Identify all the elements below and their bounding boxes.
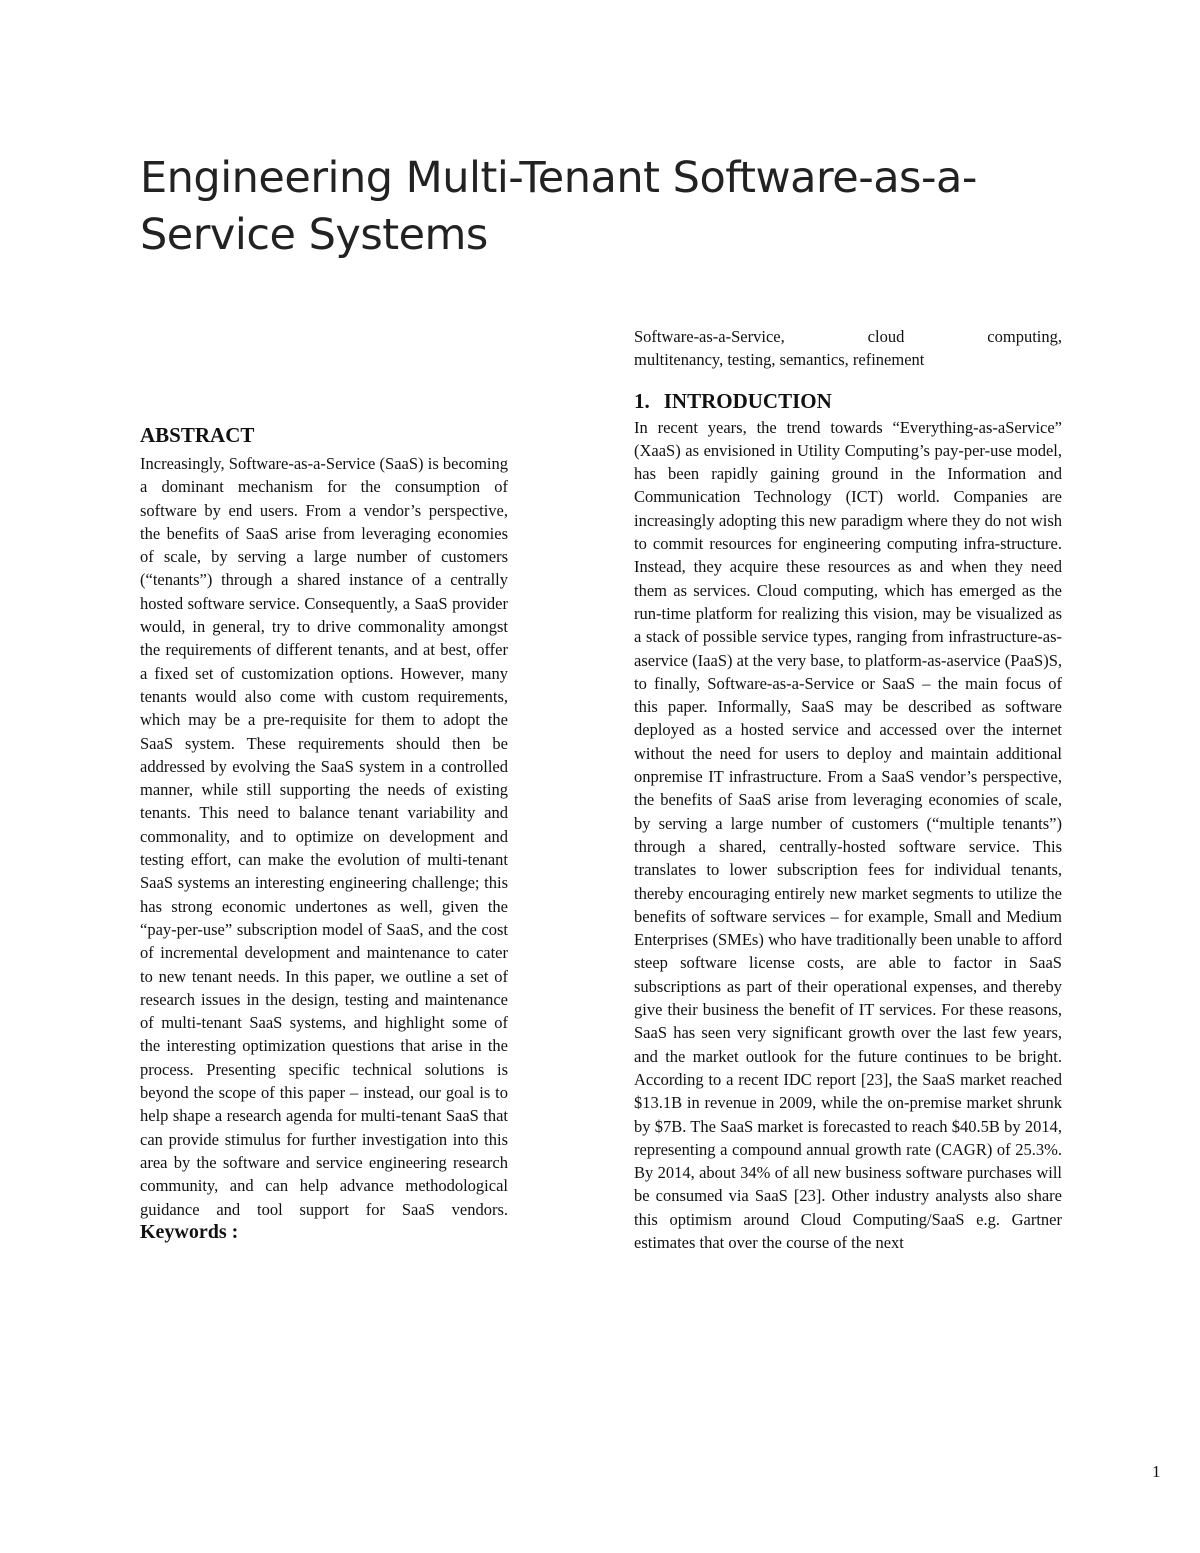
- abstract-heading: ABSTRACT: [140, 423, 255, 447]
- introduction-body: In recent years, the trend towards “Everything-as-aService” (XaaS) as envisioned in Utility Computing’s pay-per-use model, has been rapidly gaining ground in the Information and Communication Technology (ICT) world. Companies are increasingly adopting this new paradigm where they do not wish to commit resources for engineering computing infra-structure. Instead, they acquire these resources as and when they need them as services. Cloud computing, which has emerged as the run-time platform for realizing this vision, may be visualized as a stack of possible service types, ranging from infrastructure-as-aservice (IaaS) at the very base, to platform-as-aservice (PaaS)S, to finally, Software-as-a-Service or SaaS – the main focus of this paper. Informally, SaaS may be described as software deployed as a hosted service and accessed over the internet without the need for users to deploy and maintain additional onpremise IT infrastructure. From a SaaS vendor’s perspective, the benefits of SaaS arise from leveraging economies of scale, by serving a large number of customers (“multiple tenants”) through a shared, centrally-hosted software service. This translates to lower subscription fees for individual tenants, thereby encouraging entirely new market segments to utilize the benefits of software services – for example, Small and Medium Enterprises (SMEs) who have traditionally been unable to afford steep software license costs, are able to factor in SaaS subscriptions as part of their operational expenses, and thereby give their business the benefit of IT services. For these reasons, SaaS has seen very significant growth over the last few years, and the market outlook for the future continues to be bright. According to a recent IDC report [23], the SaaS market reached $13.1B in revenue in 2009, while the on-premise market shrunk by $7B. The SaaS market is forecasted to reach $40.5B by 2014, representing a compound annual growth rate (CAGR) of 25.3%. By 2014, about 34% of all new business software purchases will be consumed via SaaS [23]. Other industry analysts also share this optimism around Cloud Computing/SaaS e.g. Gartner estimates that over the course of the next: [634, 417, 1062, 1252]
- abstract-text: Increasingly, Software-as-a-Service (SaaS) is becoming a dominant mechanism for the consumption of software by end users. From a vendor’s perspective, the benefits of SaaS arise from leveraging economies of scale, by serving a large number of customers (“tenants”) through a shared instance of a centrally hosted software service. Consequently, a SaaS provider would, in general, try to drive commonality amongst the requirements of different tenants, and at best, offer a fixed set of customization options. However, many tenants would also come with custom requirements, which may be a pre-requisite for them to adopt the SaaS system. These requirements should then be addressed by evolving the SaaS system in a controlled manner, while still supporting the needs of existing tenants. This need to balance tenant variability and commonality, and to optimize on development and testing effort, can make the evolution of multi-tenant SaaS systems an interesting engineering challenge; this has strong economic undertones as well, given the “pay-per-use” subscription model of SaaS, and the cost of incremental development and maintenance to cater to new tenant needs. In this paper, we outline a set of research issues in the design, testing and maintenance of multi-tenant SaaS systems, and highlight some of the interesting optimization questions that arise in the process. Presenting specific technical solutions is beyond the scope of this paper – instead, our goal is to help shape a research agenda for multi-tenant SaaS that can provide stimulus for further investigation into this area by the software and service engineering research community, and can help advance methodological guidance and tool support for SaaS vendors.: [140, 454, 508, 1219]
- section-title: INTRODUCTION: [663, 388, 832, 413]
- paper-title: Engineering Multi-Tenant Software-as-a-Service Systems: [140, 153, 977, 260]
- keyword-term: cloud: [867, 327, 905, 346]
- keyword-term: computing,: [987, 327, 1062, 346]
- keywords-label: Keywords :: [140, 1220, 239, 1243]
- section-number: 1.: [634, 388, 650, 413]
- keyword-term: Software-as-a-Service,: [634, 327, 785, 346]
- keywords-line-1: [634, 325, 1062, 348]
- abstract-body: [140, 452, 508, 1244]
- right-column: [634, 325, 1062, 1254]
- introduction-heading: [634, 388, 1062, 414]
- page-number: 1: [1152, 1462, 1161, 1481]
- keywords-line-2: multitenancy, testing, semantics, refinement: [634, 350, 925, 370]
- left-column: [140, 422, 508, 1244]
- keywords-list: [634, 325, 1062, 372]
